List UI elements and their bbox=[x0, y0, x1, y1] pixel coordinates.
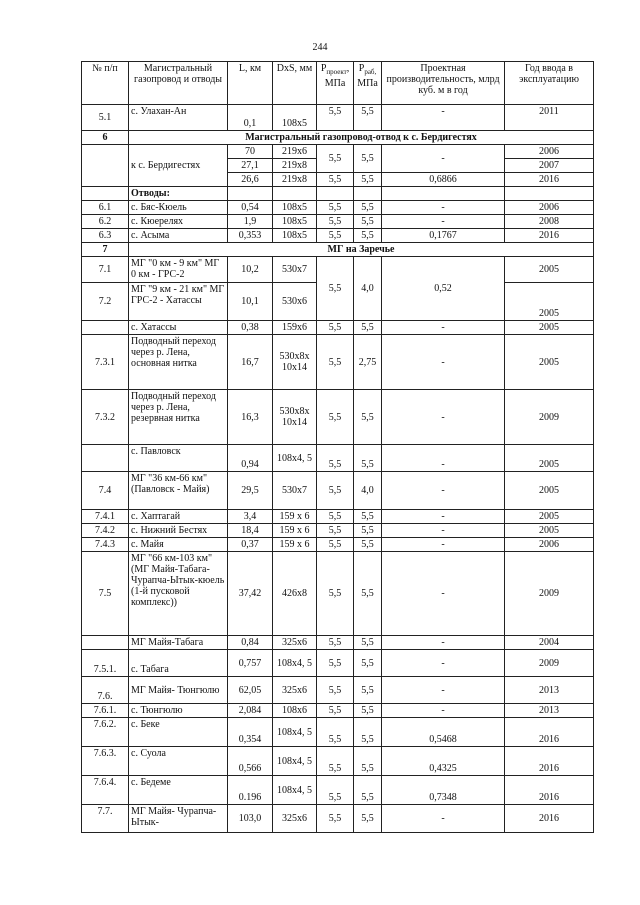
header-p-proj: $P_{проект}$, МПа bbox=[317, 62, 354, 105]
table-row: 7.4.2 с. Нижний Бестях 18,4 159 x 6 5,5 5,5 - 2005 bbox=[82, 524, 594, 538]
table-row: 7.7. МГ Майя- Чурапча-Ытык- 103,0 325x6 5,5 5,5 - 2016 bbox=[82, 805, 594, 833]
header-dxs: DxS, мм bbox=[273, 62, 317, 105]
header-length: L, км bbox=[228, 62, 273, 105]
header-capacity: Проектная производительность, млрд куб. м в год bbox=[382, 62, 505, 105]
table-row: 7.4.1 с. Хаптагай 3,4 159 x 6 5,5 5,5 - 2005 bbox=[82, 510, 594, 524]
table-row: 5.1 с. Улахан-Ан 0,1 108x5 5,5 5,5 - 2011 bbox=[82, 105, 594, 131]
table-row: 27,1 219x8 2007 bbox=[82, 159, 594, 173]
table-row: 6.2 с. Кюерелях 1,9 108x5 5,5 5,5 - 2008 bbox=[82, 215, 594, 229]
table-row: 7.1 МГ "0 км - 9 км" МГ 0 км - ГРС-2 10,2 530x7 5,5 4,0 0,52 2005 bbox=[82, 257, 594, 283]
table-row: 7.5.1. с. Табага 0,757 108x4, 5 5,5 5,5 - 2009 bbox=[82, 650, 594, 677]
table-row: МГ Майя-Табага 0,84 325x6 5,5 5,5 - 2004 bbox=[82, 636, 594, 650]
table-row: 7.6.1. с. Тюнгюлю 2,084 108x6 5,5 5,5 - 2013 bbox=[82, 704, 594, 718]
table-row: 7.5 МГ "66 км-103 км" (МГ Майя-Табага- Чурапча-Ытык-кюель (1-й пусковой комплекс)) 37,42 426x8 5,5 5,5 - 2009 bbox=[82, 552, 594, 636]
table-row: 26,6 219x8 5,5 5,5 0,6866 2016 bbox=[82, 173, 594, 187]
table-row: 6.1 с. Бяс-Кюель 0,54 108x5 5,5 5,5 - 2006 bbox=[82, 201, 594, 215]
header-row bbox=[82, 62, 594, 105]
header-year: Год ввода в эксплуатацию bbox=[505, 62, 594, 105]
header-name: Магистральный газопровод и отводы bbox=[129, 62, 228, 105]
table-row: 7.6.3. с. Суола 0,566 108x4, 5 5,5 5,5 0,4325 2016 bbox=[82, 747, 594, 776]
table-row: Отводы: bbox=[82, 187, 594, 201]
table-row: 7.2 МГ "9 км - 21 км" МГ ГРС-2 - Хатассы 10,1 530x6 2005 bbox=[82, 283, 594, 321]
table-row: с. Павловск 0,94 108x4, 5 5,5 5,5 - 2005 bbox=[82, 445, 594, 472]
table-row: 6.3 с. Асыма 0,353 108x5 5,5 5,5 0,1767 2016 bbox=[82, 229, 594, 243]
pipeline-table bbox=[81, 61, 594, 833]
table-row: 7.6. МГ Майя- Тюнгюлю 62,05 325x6 5,5 5,5 - 2013 bbox=[82, 677, 594, 704]
page-number: 244 bbox=[312, 42, 328, 53]
table-row: 7.3.1 Подводный переход через р. Лена, основная нитка 16,7 530x8x 10x14 5,5 2,75 - 2005 bbox=[82, 335, 594, 390]
table-row: 7.4.3 с. Майя 0,37 159 x 6 5,5 5,5 - 2006 bbox=[82, 538, 594, 552]
table-row: 7.6.4. с. Бедеме 0.196 108x4, 5 5,5 5,5 0,7348 2016 bbox=[82, 776, 594, 805]
table-row: 7.6.2. с. Беке 0,354 108x4, 5 5,5 5,5 0,5468 2016 bbox=[82, 718, 594, 747]
header-p-work: $P_{раб,}$ МПа bbox=[354, 62, 382, 105]
table-row: к с. Бердигестях 70 219x6 5,5 5,5 - 2006 bbox=[82, 145, 594, 159]
table-row: 7.3.2 Подводный переход через р. Лена, резервная нитка 16,3 530x8x 10x14 5,5 5,5 - 2009 bbox=[82, 390, 594, 445]
section-row: 6 Магистральный газопровод-отвод к с. Бердигестях bbox=[82, 131, 594, 145]
table-row: с. Хатассы 0,38 159x6 5,5 5,5 - 2005 bbox=[82, 321, 594, 335]
header-num: № п/п bbox=[82, 62, 129, 105]
table-row: 7.4 МГ "36 км-66 км" (Павловск - Майя) 29,5 530x7 5,5 4,0 - 2005 bbox=[82, 472, 594, 510]
section-row: 7 МГ на Заречье bbox=[82, 243, 594, 257]
